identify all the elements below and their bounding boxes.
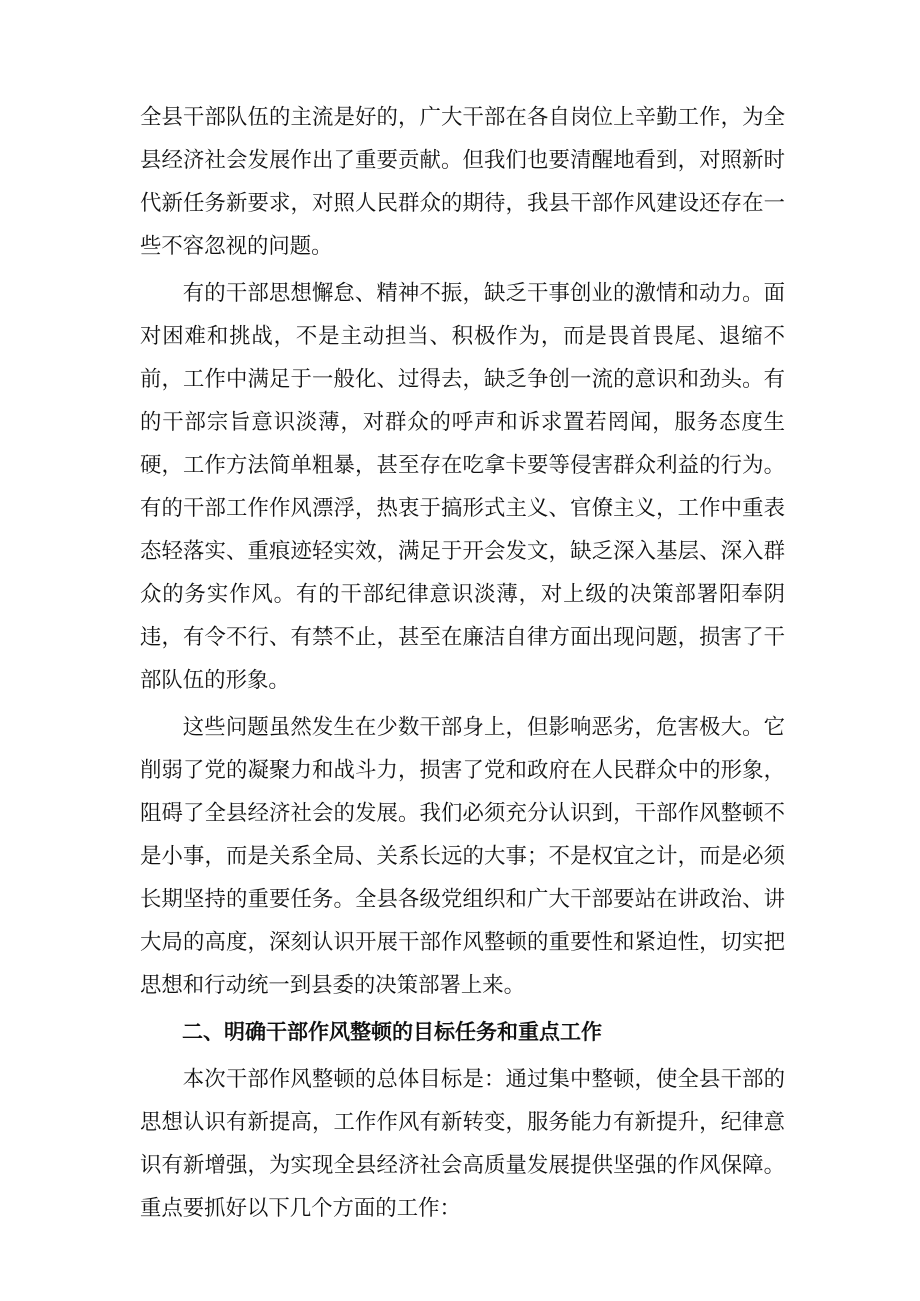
paragraph-problems: 有的干部思想懈怠、精神不振，缺乏干事创业的激情和动力。面对困难和挑战，不是主动担当、积极作为，而是畏首畏尾、退缩不前，工作中满足于一般化、过得去，缺乏争创一流的意识和劲头。有的干部宗旨意识淡薄，对群众的呼声和诉求置若罔闻，服务态度生硬，工作方法简单粗暴，甚至存在吃拿卡要等侵害群众利益的行为。有的干部工作作风漂浮，热衷于搞形式主义、官僚主义，工作中重表态轻落实、重痕迹轻实效，满足于开会发文，缺乏深入基层、深入群众的务实作风。有的干部纪律意识淡薄，对上级的决策部署阳奉阴违，有令不行、有禁不止，甚至在廉洁自律方面出现问题，损害了干部队伍的形象。	[140, 281, 785, 693]
section-heading: 二、明确干部作风整顿的目标任务和重点工作	[182, 1020, 602, 1044]
paragraph-continuation: 全县干部队伍的主流是好的，广大干部在各自岗位上辛勤工作，为全县经济社会发展作出了重要贡献。但我们也要清醒地看到，对照新时代新任务新要求，对照人民群众的期待，我县干部作风建设还存在一些不容忽视的问题。	[140, 105, 785, 259]
paragraph-harm: 这些问题虽然发生在少数干部身上，但影响恶劣，危害极大。它削弱了党的凝聚力和战斗力，损害了党和政府在人民群众中的形象，阻碍了全县经济社会的发展。我们必须充分认识到，干部作风整顿不是小事，而是关系全局、关系长远的大事；不是权宜之计，而是必须长期坚持的重要任务。全县各级党组织和广大干部要站在讲政治、讲大局的高度，深刻认识开展干部作风整顿的重要性和紧迫性，切实把思想和行动统一到县委的决策部署上来。	[140, 715, 785, 998]
paragraph-goals: 本次干部作风整顿的总体目标是：通过集中整顿，使全县干部的思想认识有新提高，工作作风有新转变，服务能力有新提升，纪律意识有新增强，为实现全县经济社会高质量发展提供坚强的作风保障。重点要抓好以下几个方面的工作：	[140, 1067, 785, 1221]
document-page	[140, 96, 785, 1234]
